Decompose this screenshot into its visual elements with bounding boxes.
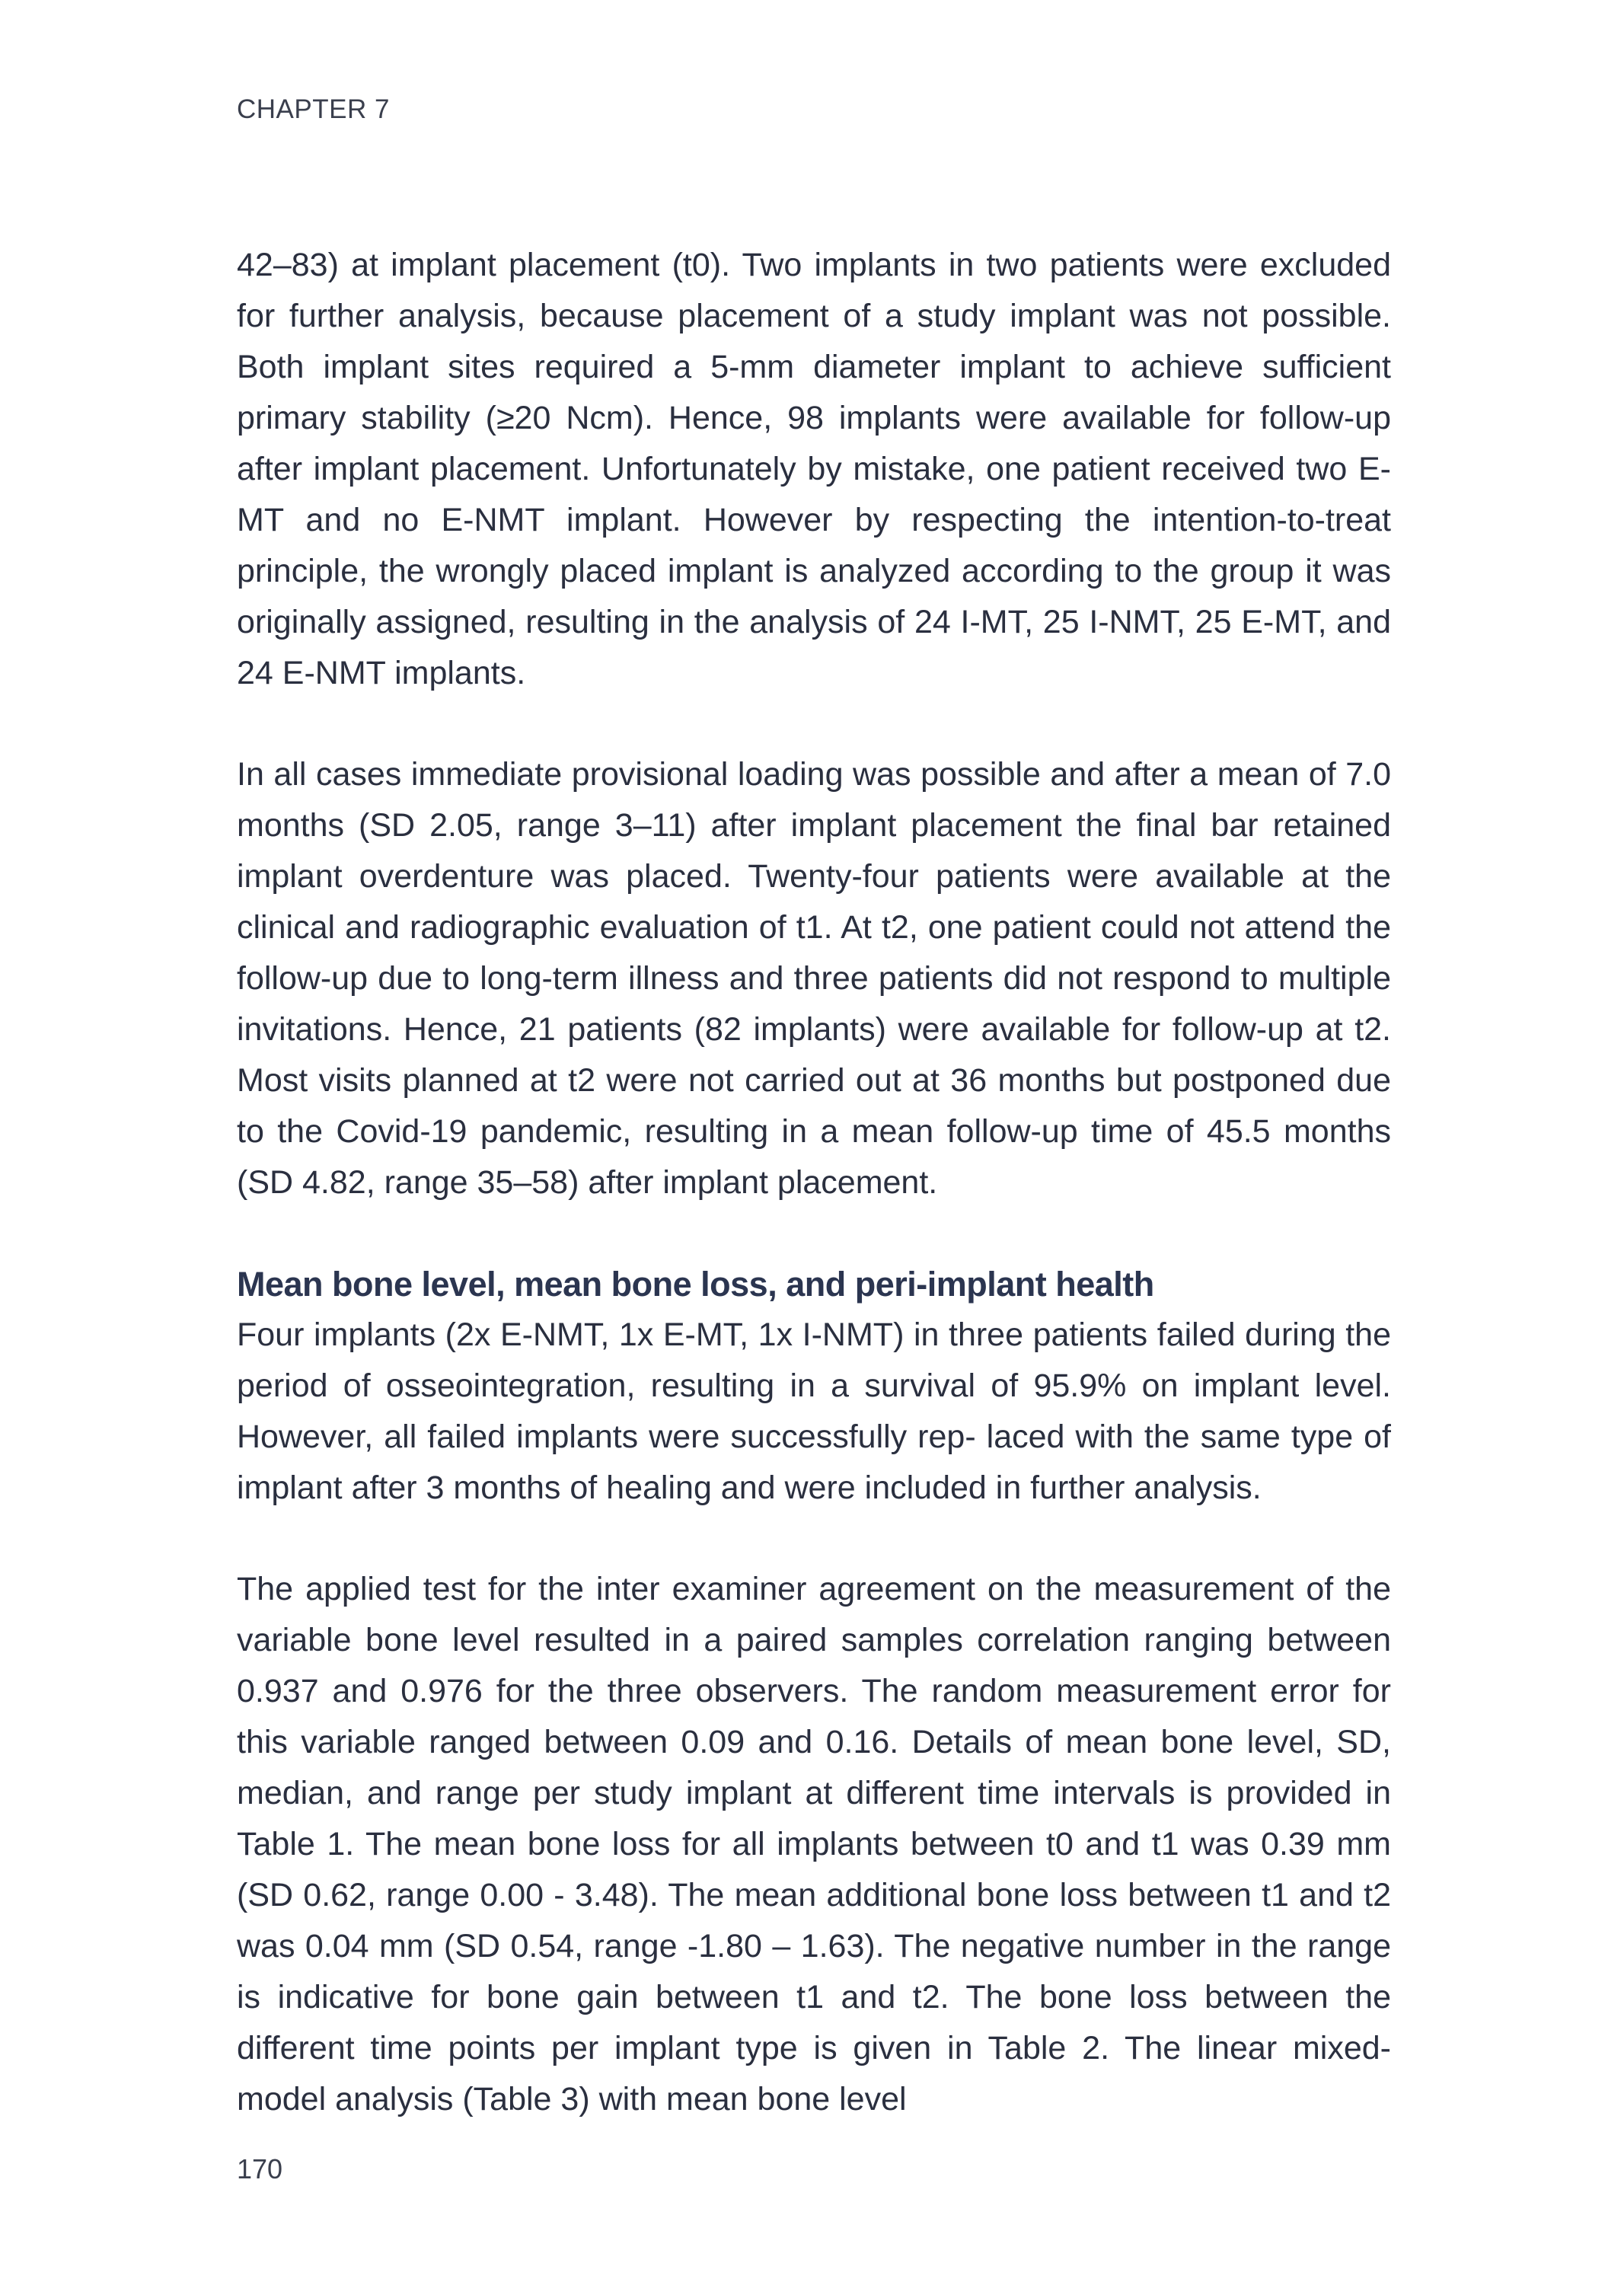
page-number: 170 <box>237 2153 283 2184</box>
paragraph-follow-up: In all cases immediate provisional loading was possible and after a mean of 7.0 months (SD 2.05, range 3–11) after implant placement the final bar retained implant overdenture was placed. Twenty-four patients were available at the clinical and radiographic evaluation of t1. At t2, one patient could not attend the follow-up due to long-term illness and three patients did not respond to multiple invitations. Hence, 21 patients (82 implants) were available for follow-up at t2. Most visits planned at t2 were not carried out at 36 months but postponed due to the Covid-19 pandemic, resulting in a mean follow-up time of 45.5 months (SD 4.82, range 35–58) after implant placement. <box>237 756 1391 1201</box>
paragraph-patient-inclusion: 42–83) at implant placement (t0). Two implants in two patients were excluded for further analysis, because placement of a study implant was not possible. Both implant sites required a 5-mm diameter implant to achieve sufficient primary stability (≥20 Ncm). Hence, 98 implants were available for follow-up after implant placement. Unfortunately by mistake, one patient received two E-MT and no E-NMT implant. However by respecting the intention-to-treat principle, the wrongly placed implant is analyzed according to the group it was originally assigned, resulting in the analysis of 24 I-MT, 25 I-NMT, 25 E-MT, and 24 E-NMT implants. <box>237 247 1391 691</box>
paragraph-bone-level: The applied test for the inter examiner agreement on the measurement of the variable bone level resulted in a paired samples correlation ranging between 0.937 and 0.976 for the three observers. The random measurement error for this variable ranged between 0.09 and 0.16. Details of mean bone level, SD, median, and range per study implant at different time intervals is provided in Table 1. The mean bone loss for all implants between t0 and t1 was 0.39 mm (SD 0.62, range 0.00 - 3.48). The mean additional bone loss between t1 and t2 was 0.04 mm (SD 0.54, range -1.80 – 1.63). The negative number in the range is indicative for bone gain between t1 and t2. The bone loss between the different time points per implant type is given in Table 2. The linear mixed-model analysis (Table 3) with mean bone level <box>237 1571 1391 2117</box>
section-heading: Mean bone level, mean bone loss, and peri-implant health <box>237 1265 1154 1304</box>
paragraph-implant-survival: Four implants (2x E-NMT, 1x E-MT, 1x I-NMT) in three patients failed during the period of osseointegration, resulting in a survival of 95.9% on implant level. However, all failed implants were successfully rep- laced with the same type of implant after 3 months of healing and were included in further analysis. <box>237 1316 1391 1506</box>
running-head: CHAPTER 7 <box>237 94 390 124</box>
body-text <box>237 240 1391 2125</box>
